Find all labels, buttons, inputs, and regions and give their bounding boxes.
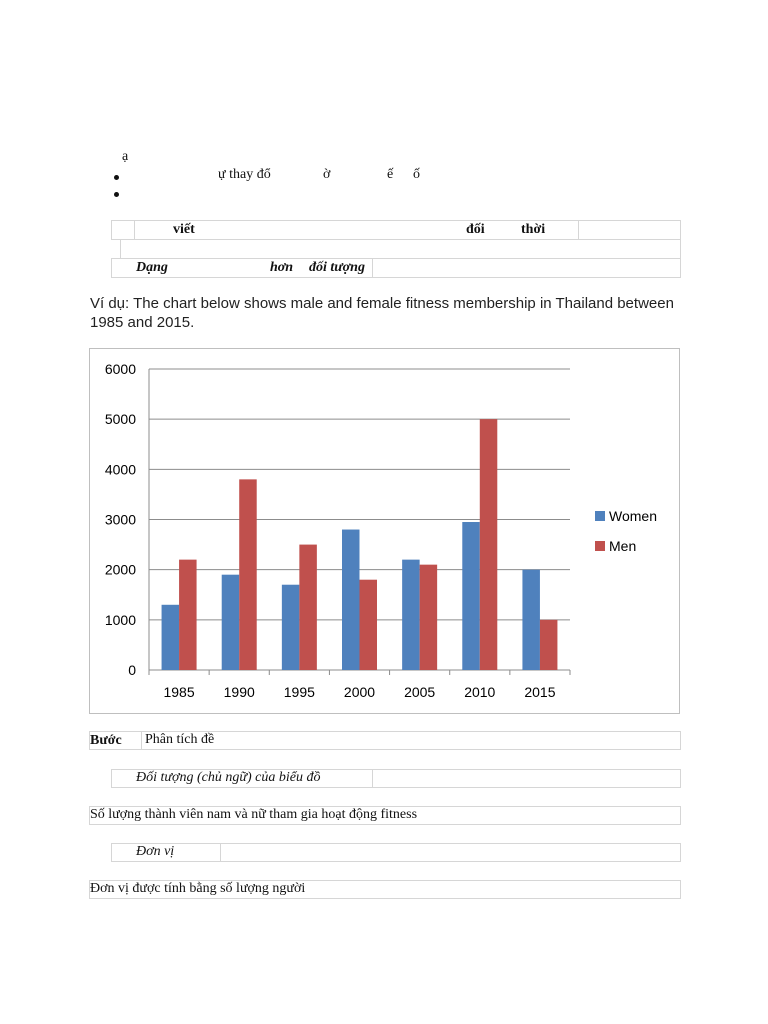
table-cell-text: viết	[173, 222, 195, 237]
step-title: Phân tích đề	[145, 732, 215, 747]
unit-answer: Đơn vị được tính bằng số lượng người	[90, 881, 306, 896]
bar-women-2005	[402, 560, 420, 670]
bar-women-1985	[162, 605, 180, 670]
x-tick-label: 1990	[223, 684, 255, 700]
x-tick-label: 2015	[524, 684, 556, 700]
x-tick-label: 1985	[163, 684, 195, 700]
y-tick-label: 1000	[104, 611, 136, 628]
bar-men-1995	[299, 545, 317, 670]
table-cell-text: thời	[521, 222, 546, 237]
x-tick-label: 2005	[404, 684, 436, 700]
bullet-fragment: ố	[413, 167, 420, 182]
bullet-dot	[114, 175, 119, 180]
y-tick-label: 3000	[104, 511, 136, 528]
bar-men-2005	[420, 565, 438, 670]
table-row	[120, 239, 681, 259]
x-tick-label: 2010	[464, 684, 496, 700]
subject-label: Đối tượng (chủ ngữ) của biểu đồ	[136, 770, 321, 785]
bullet-fragment: ờ	[323, 167, 331, 182]
bar-women-2000	[342, 530, 360, 670]
bar-women-1990	[222, 575, 240, 670]
bar-men-1990	[239, 479, 257, 670]
bar-men-1985	[179, 560, 197, 670]
y-tick-label: 6000	[104, 361, 136, 377]
unit-label: Đơn vị	[136, 844, 175, 859]
y-tick-label: 5000	[104, 411, 136, 428]
example-paragraph: Ví dụ: The chart below shows male and female fitness membership in Thailand between 1985 and 2015.	[90, 295, 674, 331]
table-cell-text: đối	[466, 222, 485, 237]
table-cell-text: hơn	[270, 260, 294, 275]
table-row	[111, 220, 681, 240]
bar-men-2000	[360, 580, 378, 670]
bar-men-2010	[480, 419, 498, 670]
bar-men-2015	[540, 620, 558, 670]
bar-women-2010	[462, 522, 480, 670]
legend-label-men: Men	[609, 538, 637, 554]
y-tick-label: 2000	[104, 561, 136, 578]
cell-divider	[372, 258, 373, 278]
y-tick-label: 4000	[104, 461, 136, 478]
x-tick-label: 2000	[343, 684, 376, 700]
table-row	[111, 258, 681, 278]
y-tick-label: 0	[128, 662, 136, 678]
legend-label-women: Women	[609, 508, 657, 524]
x-tick-label: 1995	[283, 684, 315, 700]
step-label: Bước	[90, 733, 122, 748]
bullet-dot	[114, 192, 119, 197]
table-cell-text: Dạng	[136, 260, 168, 275]
fragment-line: ạ	[122, 149, 129, 164]
unit-row	[111, 843, 681, 862]
legend-swatch-men	[595, 541, 605, 551]
cell-divider	[578, 220, 579, 240]
bar-women-1995	[282, 585, 300, 670]
bar-chart	[89, 348, 680, 714]
table-cell-text: đối tượng	[309, 260, 365, 275]
cell-divider	[220, 843, 221, 862]
subject-answer: Số lượng thành viên nam và nữ tham gia hoạt động fitness	[90, 807, 418, 822]
bullet-fragment: ế	[387, 167, 394, 182]
cell-divider	[372, 769, 373, 788]
bullet-fragment: ự thay đổ	[218, 167, 271, 182]
cell-divider	[141, 731, 142, 750]
cell-divider	[134, 220, 135, 240]
bar-women-2015	[522, 570, 540, 670]
legend-swatch-women	[595, 511, 605, 521]
